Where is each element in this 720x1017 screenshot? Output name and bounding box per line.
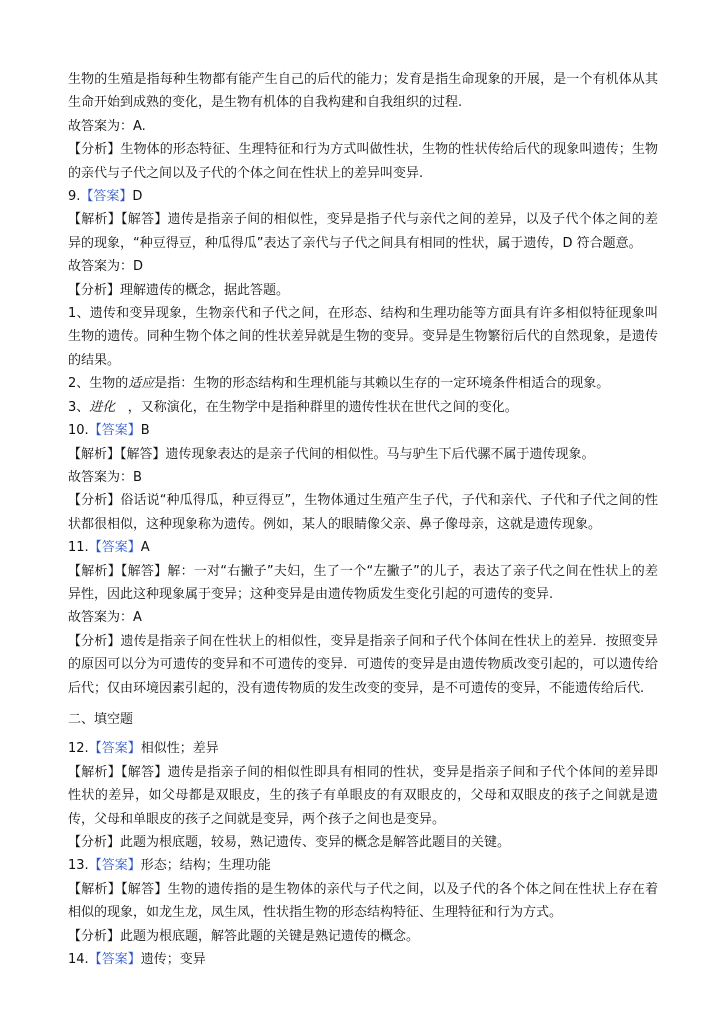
paragraph: 【解析】【解答】遗传是指亲子间的相似性，变异是指子代与亲代之间的差异，以及子代个体之间的差异的现象，“种豆得豆，种瓜得瓜”表达了亲代与子代之间具有相同的性状，属于遗传，D 符合题意。 — [68, 212, 658, 251]
answer-tag: 【答案】 — [88, 423, 141, 439]
question-number: 10. — [68, 423, 89, 439]
term-evolution: 进化 — [89, 399, 116, 415]
answer-tag: 【答案】 — [80, 189, 133, 205]
question-number: 12. — [68, 741, 89, 757]
answer-line-14 — [68, 948, 658, 971]
answer-value: B — [140, 423, 150, 439]
answer-line-11 — [68, 536, 658, 559]
question-number: 14. — [68, 952, 89, 968]
question-number: 13. — [68, 858, 89, 874]
question-number: 9. — [68, 189, 81, 205]
answer-line-9 — [68, 185, 658, 208]
paragraph: 【分析】俗话说“种瓜得瓜，种豆得豆”，生物体通过生殖产生子代，子代和亲代、子代和子代之间的性状都很相似，这种现象称为遗传。例如，某人的眼睛像父亲、鼻子像母亲，这就是遗传现象。 — [68, 493, 658, 532]
question-number: 11. — [68, 540, 89, 556]
document-page — [68, 68, 658, 971]
paragraph: 生物的生殖是指每种生物都有能产生自己的后代的能力；发育是指生命现象的开展，是一个有机体从其生命开始到成熟的变化，是生物有机体的自我构建和自我组织的过程. — [68, 72, 658, 111]
paragraph: 【解析】【解答】遗传是指亲子间的相似性即具有相同的性状，变异是指亲子间和子代个体间的差异即性状的差异，如父母都是双眼皮，生的孩子有单眼皮的有双眼皮的，父母和双眼皮的孩子之间就是遗传，父母和单眼皮的孩子之间就是变异，两个孩子之间也是变异。 — [68, 764, 658, 827]
text-run: 是指：生物的形态结构和生理机能与其赖以生存的一定环境条件相适合的现象。 — [154, 376, 610, 392]
paragraph: 故答案为：A — [68, 610, 142, 626]
answer-line-10 — [68, 419, 658, 442]
text-run: 3、 — [68, 399, 90, 415]
paragraph: 【分析】理解遗传的概念，据此答题。 — [68, 282, 290, 298]
paragraph: 【解析】【解答】生物的遗传指的是生物体的亲代与子代之间，以及子代的各个体之间在性状上存在着相似的现象，如龙生龙，凤生凤，性状指生物的形态结构特征、生理特征和行为方式。 — [68, 881, 658, 921]
answer-tag: 【答案】 — [88, 858, 141, 874]
section-heading: 二、填空题 — [68, 711, 134, 727]
paragraph — [68, 396, 658, 419]
answer-value: 形态；结构；生理功能 — [140, 858, 271, 874]
answer-value: D — [132, 189, 143, 205]
answer-value: 相似性；差异 — [140, 741, 219, 757]
answer-line-13 — [68, 854, 658, 877]
answer-tag: 【答案】 — [88, 741, 141, 757]
answer-tag: 【答案】 — [88, 540, 141, 556]
paragraph: 故答案为：B — [68, 469, 142, 485]
paragraph: 【分析】遗传是指亲子间在性状上的相似性，变异是指亲子间和子代个体间在性状上的差异．按照变异的原因可以分为可遗传的变异和不可遗传的变异．可遗传的变异是由遗传物质改变引起的，可以遗传给后代；仅由环境因素引起的，没有遗传物质的发生改变的变异，是不可遗传的变异，不能遗传给后代. — [68, 633, 658, 696]
term-adaptation: 适应 — [128, 376, 155, 392]
text-run: 2、生物的 — [68, 376, 129, 392]
text-run: ，又称演化，在生物学中是指种群里的遗传性状在世代之间的变化。 — [115, 399, 518, 415]
answer-value: A — [140, 540, 150, 556]
paragraph: 1、遗传和变异现象，生物亲代和子代之间，在形态、结构和生理功能等方面具有许多相似特征现象叫生物的遗传。同种生物个体之间的性状差异就是生物的变异。变异是生物繁衍后代的自然现象，是遗传的结果。 — [68, 306, 658, 368]
paragraph — [68, 372, 658, 395]
paragraph: 【解析】【解答】解：一对“右撇子”夫妇，生了一个“左撇子”的儿子，表达了亲子代之间在性状上的差异性，因此这种现象属于变异；这种变异是由遗传物质发生变化引起的可遗传的变异. — [68, 563, 658, 602]
answer-line-12 — [68, 737, 658, 760]
paragraph: 故答案为：D — [68, 259, 144, 275]
paragraph: 【解析】【解答】遗传现象表达的是亲子代间的相似性。马与驴生下后代骡不属于遗传现象。 — [68, 446, 595, 462]
paragraph: 故答案为：A. — [68, 118, 146, 134]
paragraph: 【分析】此题为根底题，较易，熟记遗传、变异的概念是解答此题目的关键。 — [68, 835, 511, 850]
paragraph: 【分析】生物体的形态特征、生理特征和行为方式叫做性状，生物的性状传给后代的现象叫遗传；生物的亲代与子代之间以及子代的个体之间在性状上的差异叫变异. — [68, 142, 658, 181]
answer-tag: 【答案】 — [88, 952, 141, 968]
answer-value: 遗传；变异 — [140, 952, 206, 968]
paragraph: 【分析】此题为根底题，解答此题的关键是熟记遗传的概念。 — [68, 928, 420, 944]
